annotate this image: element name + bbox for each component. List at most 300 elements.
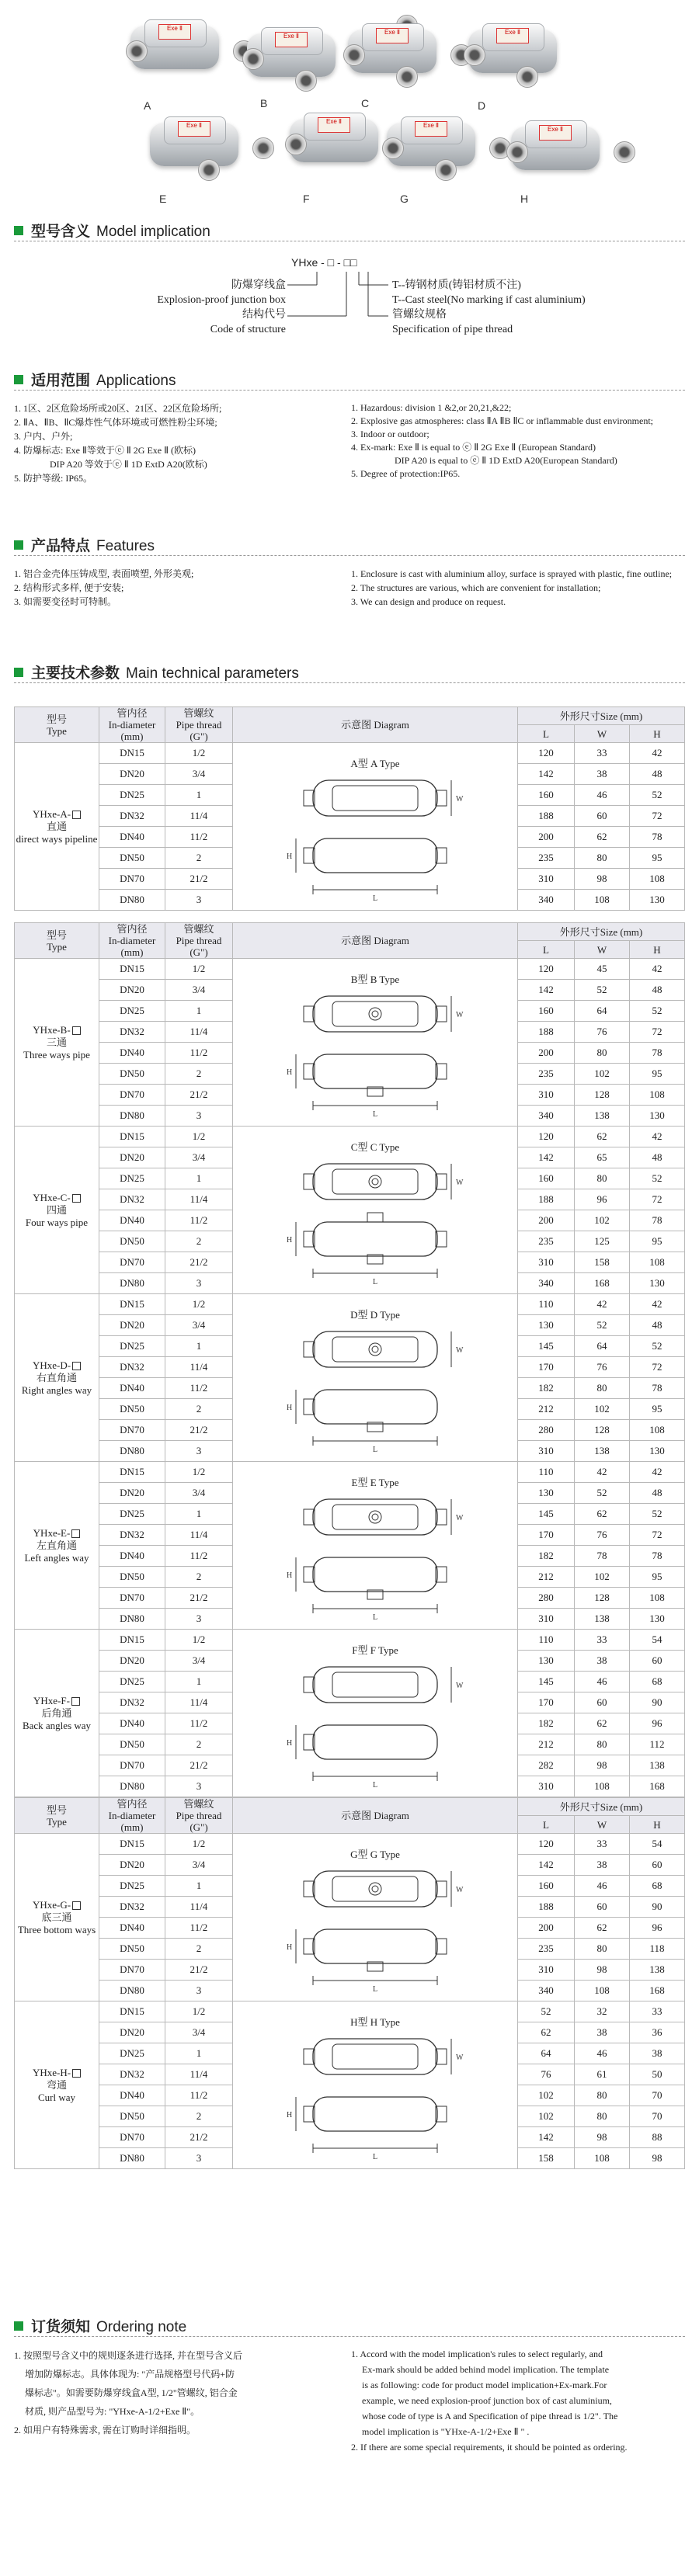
- cell-L: 310: [518, 1441, 575, 1462]
- section-title-cn: 订货须知: [31, 2319, 91, 2335]
- cell-W: 98: [575, 869, 630, 890]
- cell-L: 160: [518, 785, 575, 806]
- cell-L: 235: [518, 1064, 575, 1085]
- cell-pipe-thread: 1: [165, 1168, 233, 1189]
- section-marker-icon: [14, 540, 23, 550]
- cell-pipe-thread: 3/4: [165, 1147, 233, 1168]
- cell-H: 90: [630, 1897, 685, 1918]
- cell-pipe-thread: 1/2: [165, 1630, 233, 1651]
- cell-diameter: DN25: [99, 1672, 165, 1692]
- cell-H: 52: [630, 785, 685, 806]
- cell-diameter: DN20: [99, 1483, 165, 1504]
- svg-text:H: H: [287, 2110, 293, 2119]
- cell-L: 340: [518, 1273, 575, 1294]
- cell-W: 128: [575, 1588, 630, 1609]
- cell-H: 96: [630, 1918, 685, 1939]
- cell-diameter: DN40: [99, 2085, 165, 2106]
- cell-W: 46: [575, 1672, 630, 1692]
- section-model-implication: [14, 220, 210, 241]
- cell-H: 168: [630, 1981, 685, 2001]
- cell-L: 188: [518, 1022, 575, 1043]
- svg-text:L: L: [372, 2152, 378, 2161]
- header-H: H: [630, 941, 685, 959]
- applications-en-line: 4. Ex-mark: Exe Ⅱ is equal to ⓔ Ⅱ 2G Exe Ⅱ (European Standard): [351, 442, 596, 453]
- cell-H: 42: [630, 1127, 685, 1147]
- cell-L: 235: [518, 848, 575, 869]
- diagram-H: [259, 2004, 492, 2164]
- placeholder-box-icon: [71, 1697, 80, 1706]
- cell-diameter: DN25: [99, 1001, 165, 1022]
- cell-W: 76: [575, 1357, 630, 1378]
- table-row: [15, 1127, 685, 1147]
- cell-W: 52: [575, 980, 630, 1001]
- cell-pipe-thread: 11/2: [165, 1918, 233, 1939]
- section-marker-icon: [14, 2321, 23, 2331]
- cell-W: 60: [575, 1897, 630, 1918]
- cell-diameter: DN32: [99, 1022, 165, 1043]
- table-row: [15, 2001, 685, 2022]
- cell-pipe-thread: 3/4: [165, 1651, 233, 1672]
- diagram-D: [259, 1297, 492, 1456]
- cell-diameter: DN32: [99, 1525, 165, 1546]
- diagram-cell: [233, 959, 518, 1127]
- cell-L: 110: [518, 1630, 575, 1651]
- cell-H: 48: [630, 764, 685, 785]
- cell-H: 52: [630, 1504, 685, 1525]
- applications-en-line: 1. Hazardous: division 1 &2,or 20,21,&22;: [351, 402, 512, 413]
- cell-L: 62: [518, 2022, 575, 2043]
- divider: [14, 555, 685, 556]
- cell-diameter: DN32: [99, 1897, 165, 1918]
- diagram-title: D型 D Type: [350, 1308, 400, 1321]
- cell-diameter: DN40: [99, 827, 165, 848]
- cell-pipe-thread: 1/2: [165, 1462, 233, 1483]
- cell-diameter: DN15: [99, 743, 165, 764]
- product-letter: D: [478, 99, 486, 112]
- cell-pipe-thread: 1: [165, 1876, 233, 1897]
- cell-diameter: DN25: [99, 1336, 165, 1357]
- type-model: YHxe-A-: [15, 808, 99, 821]
- cell-L: 310: [518, 1776, 575, 1797]
- section-parameters: [14, 661, 299, 682]
- cell-W: 76: [575, 1525, 630, 1546]
- model-left-line: Code of structure: [210, 324, 286, 335]
- cell-diameter: DN25: [99, 1876, 165, 1897]
- cell-W: 168: [575, 1273, 630, 1294]
- cell-L: 310: [518, 1252, 575, 1273]
- product-letter: F: [303, 193, 310, 205]
- diagram-title: H型 H Type: [350, 2015, 400, 2028]
- cell-diameter: DN15: [99, 1127, 165, 1147]
- order-en-line: Ex-mark should be added behind model implication. The template: [362, 2364, 610, 2375]
- order-cn-line: 爆标志"。如需要防爆穿线盒A型, 1/2"管螺纹, 铝合金: [25, 2387, 238, 2398]
- cell-L: 76: [518, 2064, 575, 2085]
- cell-L: 110: [518, 1462, 575, 1483]
- svg-text:W: W: [456, 1513, 464, 1522]
- cell-diameter: DN15: [99, 1834, 165, 1855]
- model-right-line: 管螺纹规格: [392, 309, 447, 321]
- cell-diameter: DN80: [99, 1609, 165, 1630]
- cell-W: 102: [575, 1064, 630, 1085]
- cell-W: 98: [575, 1755, 630, 1776]
- cell-diameter: DN20: [99, 764, 165, 785]
- cell-H: 38: [630, 2043, 685, 2064]
- cell-W: 42: [575, 1462, 630, 1483]
- model-left-line: Explosion-proof junction box: [157, 294, 286, 306]
- cell-H: 42: [630, 959, 685, 980]
- cell-L: 170: [518, 1525, 575, 1546]
- features-cn-line: 2. 结构形式多样, 便于安装;: [14, 582, 124, 593]
- product-letter: H: [520, 193, 529, 205]
- cell-pipe-thread: 21/2: [165, 1252, 233, 1273]
- spec-table: [14, 922, 685, 1797]
- order-cn-line: 1. 按照型号含义中的规则逐条进行选择, 并在型号含义后: [14, 2350, 243, 2361]
- applications-cn-line: 5. 防护等级: IP65。: [14, 473, 93, 484]
- model-right-line: T--Cast steel(No marking if cast aluminium): [392, 294, 586, 306]
- cell-W: 80: [575, 1939, 630, 1960]
- cell-W: 158: [575, 1252, 630, 1273]
- type-cn: 右直角通: [36, 1371, 77, 1383]
- cell-L: 64: [518, 2043, 575, 2064]
- applications-en: [351, 401, 685, 481]
- cell-L: 310: [518, 1960, 575, 1981]
- svg-text:W: W: [456, 1178, 464, 1187]
- cell-diameter: DN80: [99, 1273, 165, 1294]
- cell-L: 102: [518, 2085, 575, 2106]
- cell-pipe-thread: 11/4: [165, 1525, 233, 1546]
- cell-L: 145: [518, 1336, 575, 1357]
- cell-H: 95: [630, 1231, 685, 1252]
- cell-W: 38: [575, 2022, 630, 2043]
- cell-H: 70: [630, 2085, 685, 2106]
- type-en: Three ways pipe: [23, 1048, 90, 1061]
- cell-W: 62: [575, 1713, 630, 1734]
- features-en-line: 3. We can design and produce on request.: [351, 596, 506, 607]
- cell-H: 36: [630, 2022, 685, 2043]
- cell-pipe-thread: 11/4: [165, 2064, 233, 2085]
- table-header-row: [15, 1798, 685, 1816]
- cell-W: 96: [575, 1189, 630, 1210]
- cell-diameter: DN20: [99, 2022, 165, 2043]
- features-cn-line: 3. 如需要变径时可特制。: [14, 596, 117, 607]
- cell-W: 64: [575, 1336, 630, 1357]
- cell-diameter: DN25: [99, 1504, 165, 1525]
- cell-pipe-thread: 11/4: [165, 1897, 233, 1918]
- diagram-title: B型 B Type: [350, 973, 400, 985]
- cell-H: 95: [630, 1567, 685, 1588]
- product-photo-d: [454, 16, 571, 89]
- cell-diameter: DN40: [99, 1378, 165, 1399]
- placeholder-box-icon: [72, 1026, 81, 1035]
- cell-W: 46: [575, 2043, 630, 2064]
- diagram-title: F型 F Type: [352, 1644, 398, 1656]
- cell-pipe-thread: 11/2: [165, 1713, 233, 1734]
- cell-diameter: DN32: [99, 1189, 165, 1210]
- svg-text:L: L: [372, 1445, 378, 1454]
- cell-W: 62: [575, 1504, 630, 1525]
- header-type-en: Type: [47, 1815, 67, 1828]
- header-H: H: [630, 1816, 685, 1834]
- cell-L: 142: [518, 764, 575, 785]
- cell-diameter: DN40: [99, 1713, 165, 1734]
- product-photo-a: [116, 12, 233, 85]
- cell-diameter: DN70: [99, 1252, 165, 1273]
- cell-W: 80: [575, 848, 630, 869]
- cell-H: 48: [630, 980, 685, 1001]
- cell-diameter: DN50: [99, 1064, 165, 1085]
- cell-H: 42: [630, 1294, 685, 1315]
- cell-W: 98: [575, 1960, 630, 1981]
- svg-text:W: W: [456, 1345, 464, 1355]
- cell-L: 182: [518, 1378, 575, 1399]
- table-header-row: [15, 923, 685, 941]
- cell-L: 310: [518, 869, 575, 890]
- cell-diameter: DN70: [99, 2127, 165, 2148]
- header-pipe-thread: 管螺纹 Pipe thread (G"): [165, 707, 233, 743]
- diagram-G: [259, 1836, 492, 1996]
- type-cell-f: [15, 1630, 99, 1797]
- cell-H: 90: [630, 1692, 685, 1713]
- cell-L: 170: [518, 1692, 575, 1713]
- diagram-B: [259, 961, 492, 1121]
- applications-cn-line: DIP A20 等效于ⓔ Ⅱ 1D ExtD A20(欧标): [50, 459, 207, 470]
- cell-pipe-thread: 1/2: [165, 1127, 233, 1147]
- diagram-title: C型 C Type: [350, 1140, 400, 1153]
- cell-diameter: DN25: [99, 785, 165, 806]
- cell-W: 80: [575, 2085, 630, 2106]
- type-cn: 左直角通: [36, 1539, 77, 1551]
- cell-L: 52: [518, 2001, 575, 2022]
- cell-H: 88: [630, 2127, 685, 2148]
- cell-L: 130: [518, 1315, 575, 1336]
- header-size: 外形尺寸Size (mm): [518, 1798, 685, 1816]
- cell-W: 33: [575, 1834, 630, 1855]
- model-code: YHxe - □ - □□: [291, 256, 357, 269]
- cell-H: 78: [630, 1546, 685, 1567]
- cell-pipe-thread: 3: [165, 1106, 233, 1127]
- table-row: [15, 1834, 685, 1855]
- model-right-text: [392, 278, 695, 337]
- svg-text:L: L: [372, 1613, 378, 1622]
- cell-diameter: DN25: [99, 2043, 165, 2064]
- cell-H: 95: [630, 1064, 685, 1085]
- svg-text:W: W: [456, 794, 464, 804]
- table-row: [15, 1630, 685, 1651]
- cell-L: 200: [518, 827, 575, 848]
- applications-en-line: 2. Explosive gas atmospheres: class ⅡA ⅡB ⅡC or inflammable dust environment;: [351, 415, 653, 426]
- table-row: [15, 1294, 685, 1315]
- cell-pipe-thread: 21/2: [165, 1588, 233, 1609]
- cell-L: 145: [518, 1672, 575, 1692]
- cell-W: 80: [575, 1043, 630, 1064]
- pipe-port-icon: [614, 141, 635, 163]
- section-features: [14, 534, 155, 555]
- cell-L: 120: [518, 1127, 575, 1147]
- cell-diameter: DN70: [99, 1588, 165, 1609]
- type-cn: 四通: [46, 1203, 67, 1216]
- type-cn: 三通: [46, 1036, 67, 1048]
- type-cell-g: [15, 1834, 99, 2001]
- order-en-line: is as following: code for product model implication+Ex-mark.For: [362, 2380, 607, 2390]
- header-type-en: Type: [47, 940, 67, 953]
- cell-diameter: DN15: [99, 959, 165, 980]
- cell-pipe-thread: 2: [165, 1734, 233, 1755]
- type-cn: 后角通: [41, 1706, 72, 1719]
- cell-pipe-thread: 21/2: [165, 1085, 233, 1106]
- cell-H: 72: [630, 1357, 685, 1378]
- cell-H: 95: [630, 848, 685, 869]
- section-title-cn: 型号含义: [31, 224, 91, 240]
- type-cn: 直通: [46, 820, 67, 832]
- spec-table: [14, 1797, 685, 2169]
- type-model: YHxe-D-: [15, 1359, 99, 1372]
- product-photo-e: [136, 109, 252, 182]
- cell-diameter: DN15: [99, 2001, 165, 2022]
- cell-pipe-thread: 11/2: [165, 1043, 233, 1064]
- cell-L: 235: [518, 1231, 575, 1252]
- cell-diameter: DN15: [99, 1462, 165, 1483]
- cell-L: 340: [518, 890, 575, 911]
- diagram-E: [259, 1464, 492, 1624]
- cell-diameter: DN80: [99, 890, 165, 911]
- divider: [14, 390, 685, 391]
- cell-pipe-thread: 11/4: [165, 806, 233, 827]
- svg-text:H: H: [287, 1942, 293, 1952]
- cell-H: 72: [630, 806, 685, 827]
- svg-text:H: H: [287, 852, 293, 861]
- cell-diameter: DN20: [99, 1651, 165, 1672]
- product-photo-c: [334, 16, 450, 89]
- model-right-line: Specification of pipe thread: [392, 324, 513, 335]
- applications-en-line: 5. Degree of protection:IP65.: [351, 468, 461, 479]
- header-pipe-thread: 管螺纹 Pipe thread (G"): [165, 1798, 233, 1834]
- cell-pipe-thread: 3: [165, 1273, 233, 1294]
- cell-pipe-thread: 11/4: [165, 1022, 233, 1043]
- cell-H: 42: [630, 1462, 685, 1483]
- section-applications: [14, 369, 176, 390]
- section-title-en: Model implication: [96, 224, 210, 240]
- cell-L: 310: [518, 1609, 575, 1630]
- table-row: [15, 1462, 685, 1483]
- section-title-cn: 主要技术参数: [31, 665, 120, 682]
- table-row: [15, 743, 685, 764]
- cell-W: 38: [575, 1855, 630, 1876]
- cell-H: 54: [630, 1834, 685, 1855]
- cell-L: 200: [518, 1043, 575, 1064]
- cell-L: 158: [518, 2148, 575, 2169]
- features-en-line: 2. The structures are various, which are convenient for installation;: [351, 582, 601, 593]
- cell-pipe-thread: 1: [165, 1672, 233, 1692]
- cell-H: 48: [630, 1483, 685, 1504]
- placeholder-box-icon: [72, 811, 81, 819]
- cell-H: 48: [630, 1315, 685, 1336]
- divider: [14, 682, 685, 683]
- header-L: L: [518, 941, 575, 959]
- cell-L: 110: [518, 1294, 575, 1315]
- cell-H: 42: [630, 743, 685, 764]
- cell-W: 52: [575, 1315, 630, 1336]
- cell-W: 78: [575, 1546, 630, 1567]
- cell-W: 80: [575, 2106, 630, 2127]
- cell-pipe-thread: 3: [165, 890, 233, 911]
- type-cell-e: [15, 1462, 99, 1630]
- pipe-port-icon: [516, 66, 538, 88]
- order-cn-line: 2. 如用户有特殊需求, 需在订购时详细指明。: [14, 2425, 196, 2435]
- cell-W: 64: [575, 1001, 630, 1022]
- cell-pipe-thread: 2: [165, 2106, 233, 2127]
- cell-L: 182: [518, 1713, 575, 1734]
- header-size: 外形尺寸Size (mm): [518, 707, 685, 725]
- svg-text:L: L: [372, 1984, 378, 1994]
- ex-label: Exe Ⅱ: [496, 28, 529, 43]
- cell-diameter: DN50: [99, 1567, 165, 1588]
- cell-W: 62: [575, 827, 630, 848]
- cell-H: 54: [630, 1630, 685, 1651]
- cell-L: 280: [518, 1588, 575, 1609]
- cell-diameter: DN50: [99, 2106, 165, 2127]
- section-marker-icon: [14, 226, 23, 235]
- applications-cn: [14, 401, 340, 485]
- cell-L: 142: [518, 1855, 575, 1876]
- cell-diameter: DN32: [99, 1357, 165, 1378]
- order-en: [351, 2346, 693, 2455]
- cell-pipe-thread: 21/2: [165, 2127, 233, 2148]
- type-en: Four ways pipe: [25, 1216, 89, 1228]
- cell-W: 102: [575, 1399, 630, 1420]
- product-letter: A: [144, 99, 151, 112]
- svg-text:H: H: [287, 1738, 293, 1748]
- type-model: YHxe-G-: [15, 1899, 99, 1911]
- cell-W: 62: [575, 1127, 630, 1147]
- cell-H: 50: [630, 2064, 685, 2085]
- cell-diameter: DN20: [99, 980, 165, 1001]
- diagram-C: [259, 1129, 492, 1289]
- cell-pipe-thread: 3: [165, 2148, 233, 2169]
- section-title-en: Applications: [96, 373, 176, 389]
- cell-L: 130: [518, 1483, 575, 1504]
- pipe-port-icon: [295, 70, 317, 92]
- header-L: L: [518, 1816, 575, 1834]
- section-ordering-note: [14, 2315, 186, 2336]
- cell-H: 98: [630, 2148, 685, 2169]
- cell-L: 188: [518, 806, 575, 827]
- cell-pipe-thread: 3: [165, 1981, 233, 2001]
- cell-H: 72: [630, 1022, 685, 1043]
- cell-L: 170: [518, 1357, 575, 1378]
- order-en-line: whose code of type is A and Specification of pipe thread is 1/2". The: [362, 2411, 618, 2422]
- cell-W: 102: [575, 1567, 630, 1588]
- type-cell-h: [15, 2001, 99, 2169]
- cell-diameter: DN80: [99, 2148, 165, 2169]
- cell-W: 33: [575, 743, 630, 764]
- cell-W: 138: [575, 1609, 630, 1630]
- model-left-line: 防爆穿线盒: [231, 279, 286, 291]
- header-type-cn: 型号: [46, 929, 67, 941]
- cell-W: 138: [575, 1441, 630, 1462]
- header-diagram: 示意图 Diagram: [233, 707, 518, 743]
- features-cn: [14, 567, 340, 609]
- header-diameter: 管内径 In-diameter (mm): [99, 707, 165, 743]
- cell-W: 62: [575, 1918, 630, 1939]
- applications-cn-line: 3. 户内、户外;: [14, 431, 73, 442]
- cell-diameter: DN70: [99, 1755, 165, 1776]
- cell-diameter: DN50: [99, 848, 165, 869]
- cell-H: 48: [630, 1147, 685, 1168]
- cell-diameter: DN70: [99, 1420, 165, 1441]
- product-letter: G: [400, 193, 409, 205]
- cell-diameter: DN40: [99, 1210, 165, 1231]
- applications-cn-line: 2. ⅡA、ⅡB、ⅡC爆炸性气体环境或可燃性粉尘环境;: [14, 417, 217, 428]
